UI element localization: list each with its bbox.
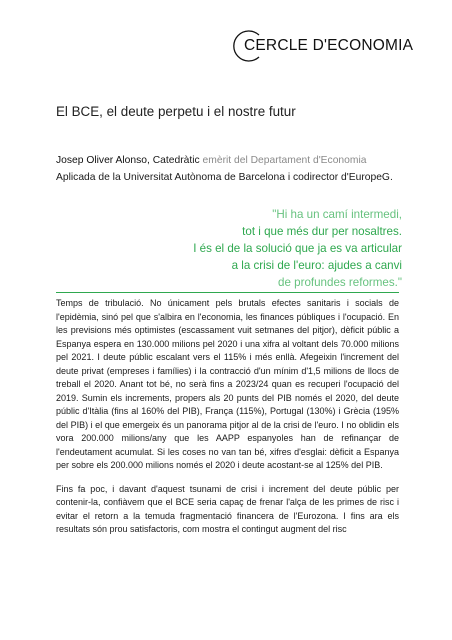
quote-line: tot i que més dur per nosaltres.	[242, 225, 402, 238]
author-name: Josep Oliver Alonso,	[56, 155, 150, 166]
quote-line: "Hi ha un camí intermedi,	[272, 208, 402, 221]
author-line-2: Aplicada de la Universitat Autònoma de Barcelona i codirector d'EuropeG.	[56, 172, 393, 183]
logo-text: CERCLE D'ECONOMIA	[244, 37, 414, 54]
quote-divider	[56, 292, 399, 293]
body-paragraph: Temps de tribulació. No únicament pels brutals efectes sanitaris i socials de l'epidèmia, sinó pel que s'albira en l'economia, les finances públiques i l'ocupació. En les previsions més optimistes (escassament vuit setmanes del pitjor), dèficit públic a Espanya espera en 130.000 milions pel 2020 i una xifra al voltant dels 70.000 milions pel 2021. I deute públic escalant vers el 115% i més enllà. Afegeixin l'increment del deute privat (empreses i famílies) i la contracció d'un mínim d'1,5 milions de llocs de treball el 2020. Anant tot bé, no serà fins a 2023/24 quan es recuperi l'ocupació del 2019. Sumin els increments, propers als 20 punts del PIB només el 2020, del deute públic d'Itàlia (fins al 160% del PIB), França (115%), Portugal (130%) i Grècia (195% del PIB) i el que emergeix és un panorama pitjor al de la crisi de l'euro. I no oblidin els vora 200.000 milions/any que les AAPP espanyoles han de refinançar de l'endeutament acumulat. Si les coses no van tan bé, xifres d'esglai: dèficit a Espanya per sobre els 200.000 milions només el 2020 i deute acostant-se al 125% del PIB.	[56, 298, 399, 470]
quote-line: de profundes reformes."	[278, 276, 402, 289]
quote-line: a la crisi de l'euro: ajudes a canvi	[231, 259, 402, 272]
logo	[228, 27, 414, 67]
author-block	[56, 152, 416, 186]
body-paragraph: Fins fa poc, i davant d'aquest tsunami de crisi i increment del deute públic per contenir-la, confiàvem que el BCE seria capaç de frenar l'alça de les primes de risc i evitar el retorn a la temuda fragmentació financera de l'Eurozona. I fins ara els resultats són prou satisfactoris, com mostra el contingut augment del risc	[56, 483, 399, 534]
pull-quote	[193, 206, 402, 291]
article-title: El BCE, el deute perpetu i el nostre futur	[56, 104, 296, 119]
author-line-1	[56, 152, 416, 169]
article-body	[56, 297, 399, 547]
quote-line: I és el de la solució que ja es va articular	[193, 242, 402, 255]
author-role: Catedràtic	[149, 155, 200, 166]
author-department: emèrit del Departament d'Economia	[199, 155, 367, 166]
